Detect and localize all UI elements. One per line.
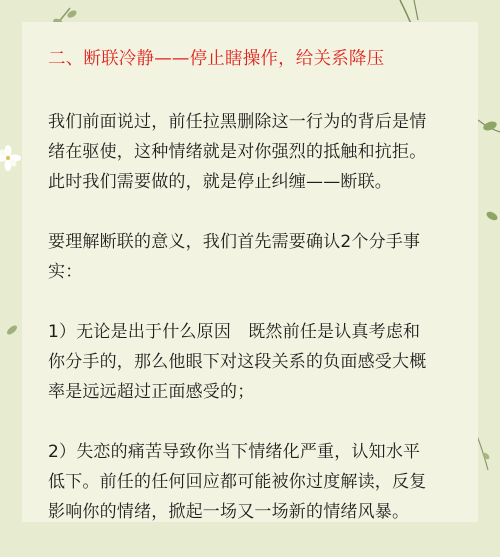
paragraph-line: 此时我们需要做的，就是停止纠缠——断联。 [48,172,392,192]
paragraph-2 [48,227,468,287]
paragraph-line: 实： [48,262,83,282]
paragraph-line: 我们前面说过，前任拉黑删除这一行为的背后是情 [48,112,427,132]
leaf-left-icon [5,324,18,336]
paragraph-line: 1）无论是出于什么原因 既然前任是认真考虑和 [48,322,421,342]
paragraph-1 [48,107,468,197]
paragraph-line: 影响你的情绪，掀起一场又一场新的情绪风暴。 [48,502,410,522]
paragraph-line: 你分手的，那么他眼下对这段关系的负面感受大概 [48,352,427,372]
paragraph-line: 低下。前任的任何回应都可能被你过度解读，反复 [48,472,427,492]
paragraph-line: 绪在驱使，这种情绪就是对你强烈的抵触和抗拒。 [48,142,427,162]
paragraph-line: 率是远远超过正面感受的； [48,382,255,402]
section-heading: 二、断联冷静——停止瞎操作，给关系降压 [48,49,385,69]
paragraph-line: 要理解断联的意义，我们首先需要确认2个分手事 [48,232,421,252]
paragraph-4 [48,437,468,527]
paragraph-3 [48,317,468,407]
white-flower-left-icon [0,145,21,171]
leaf-right-icon [478,120,500,222]
article-content [48,44,468,557]
paragraph-spacer [48,407,468,437]
paragraph-line: 2）失恋的痛苦导致你当下情绪化严重，认知水平 [48,442,421,462]
